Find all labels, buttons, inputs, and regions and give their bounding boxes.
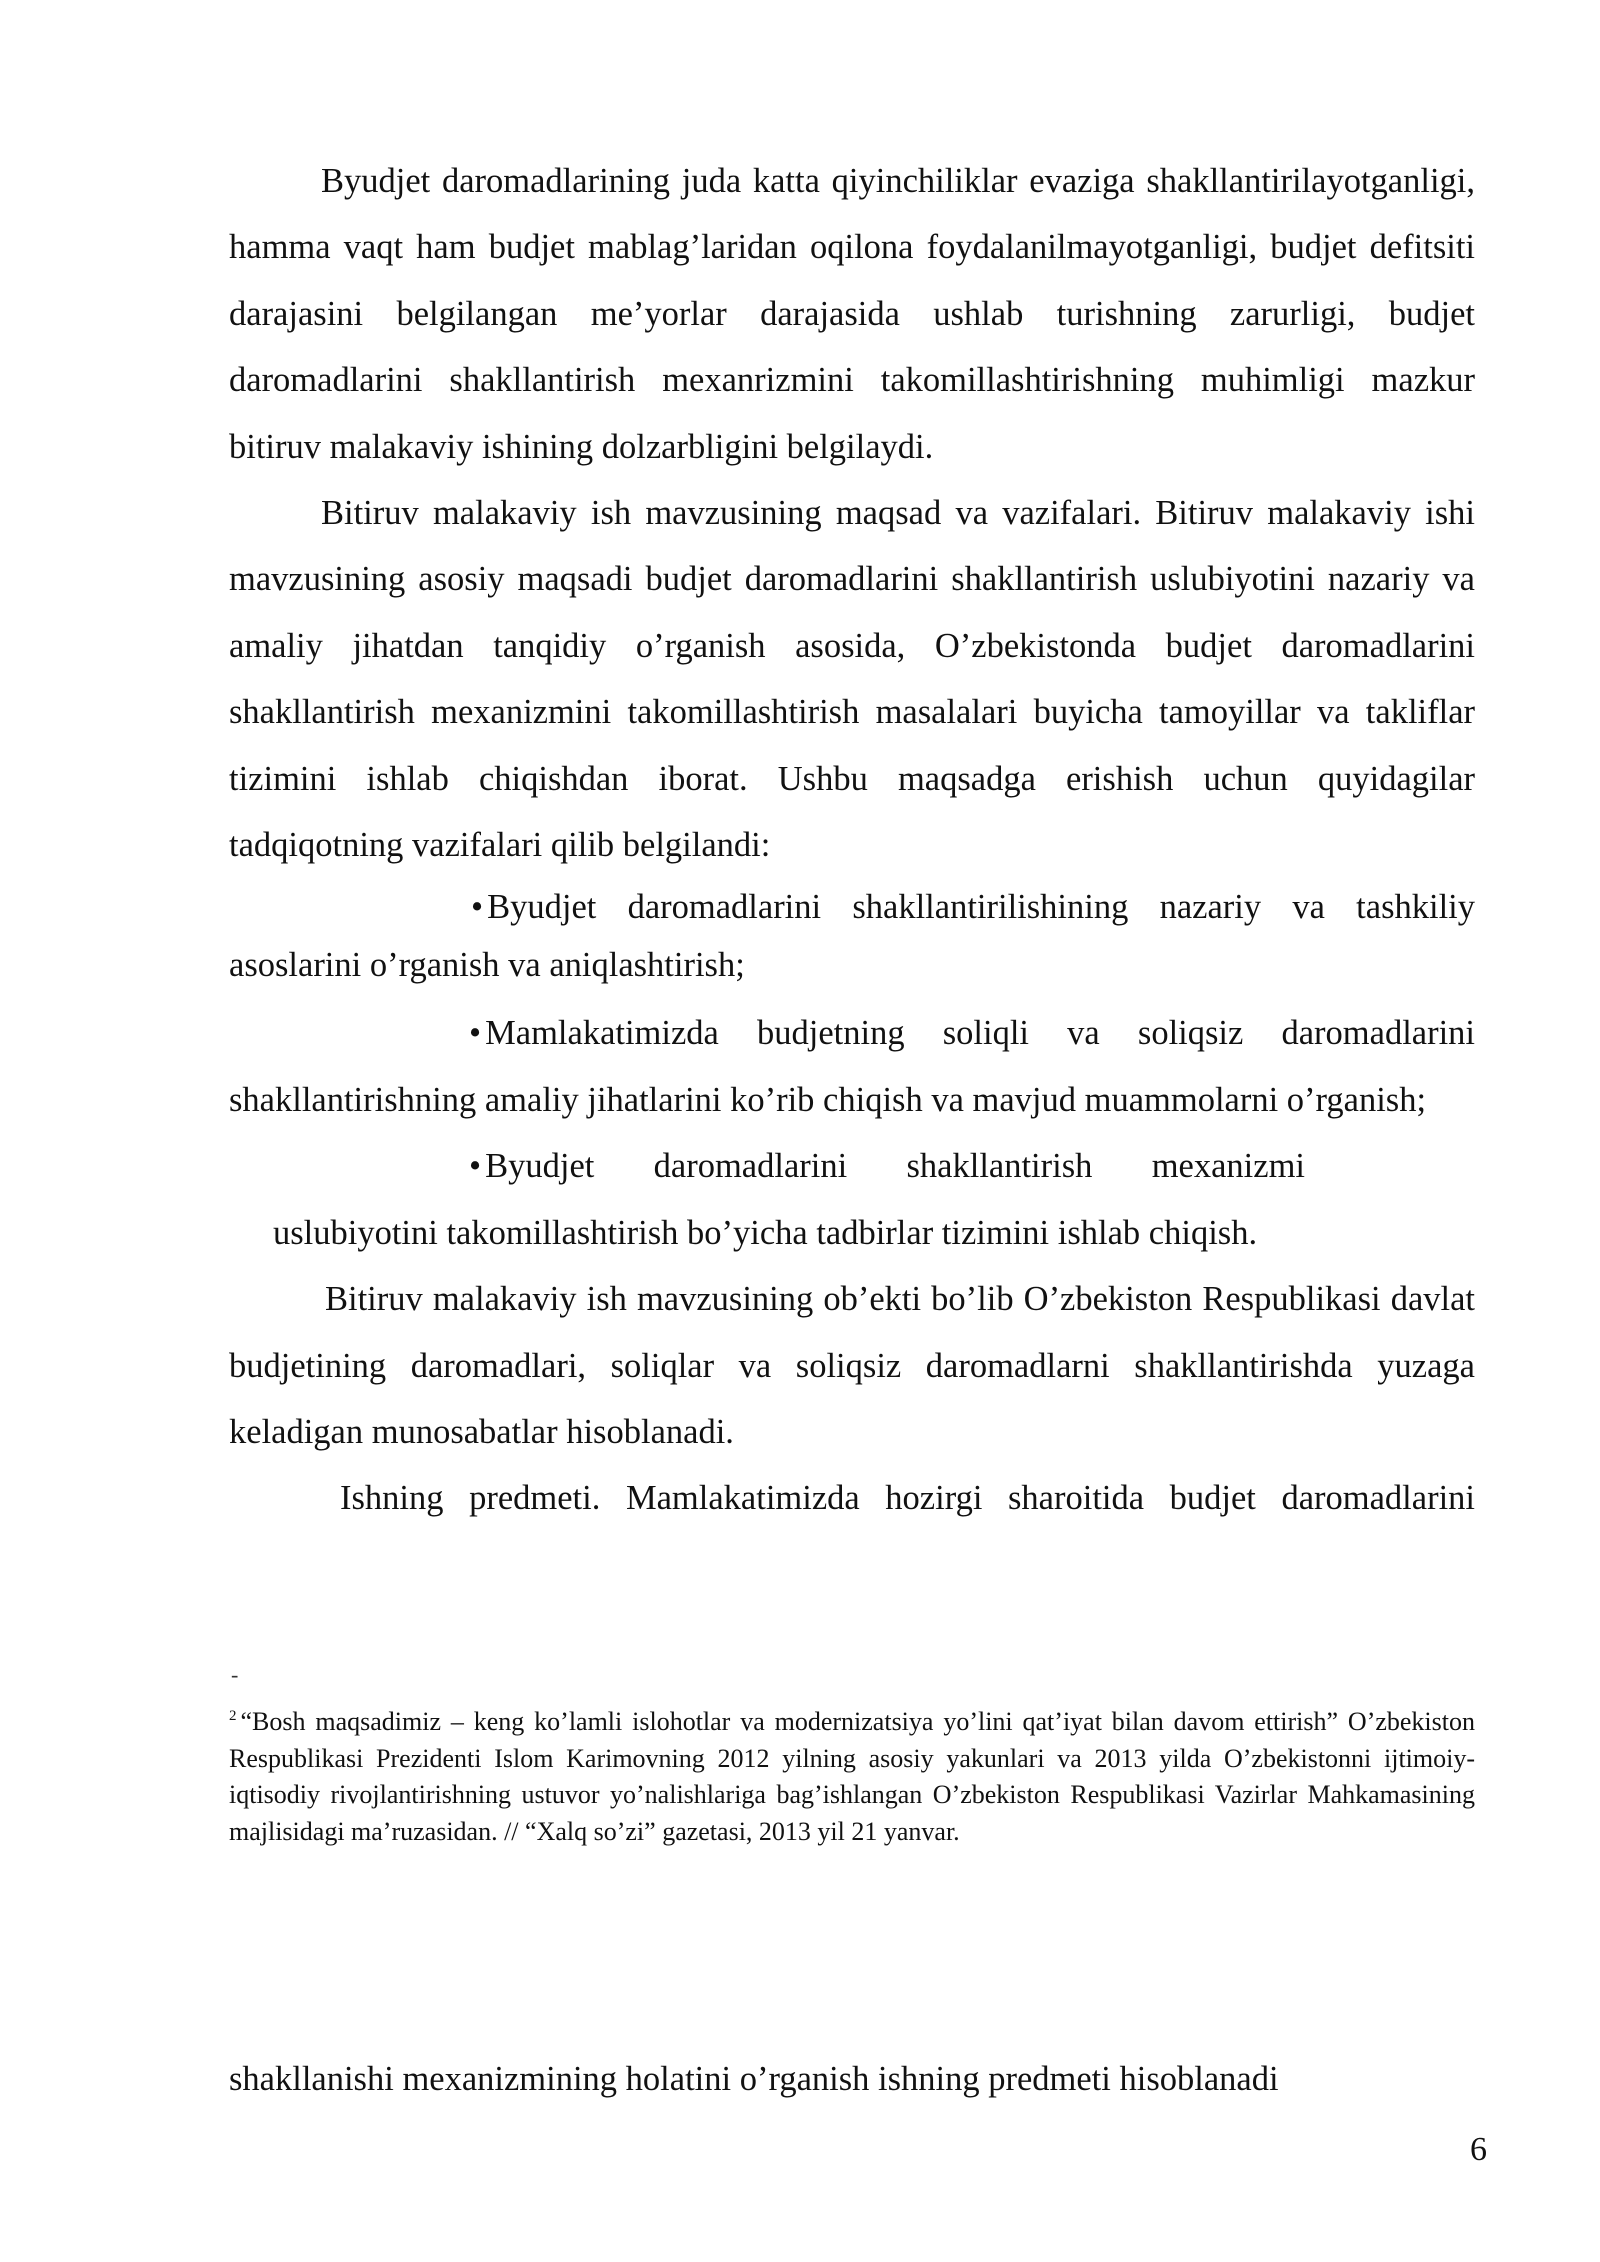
bullet-item-1: [229, 878, 1475, 1000]
footnote-number: 2: [229, 1708, 237, 1724]
bullet-item-3: [229, 1133, 1475, 1199]
paragraph-subject: Ishning predmeti. Mamlakatimizda hozirgi sharoitida budjet daromadlarini: [340, 1479, 1475, 1518]
bullet-item-2: [229, 1000, 1475, 1133]
bullet-text: Byudjet daromadlarini shakllantirish mexanizmi: [485, 1147, 1305, 1186]
paragraph-object: Bitiruv malakaviy ish mavzusining ob’ekti bo’lib O’zbekiston Respublikasi davlat budjetining daromadlari, soliqlar va soliqsiz daromadlarni shakllantirishda yuzaga keladigan munosabatlar hisoblanadi.: [229, 1280, 1475, 1451]
paragraph-relevance: Byudjet daromadlarining juda katta qiyinchiliklar evaziga shakllantirilayotganligi, hamma vaqt ham budjet mablag’laridan oqilona foydalanilmayotganligi, budjet defitsiti darajasini belgilangan me’yorlar darajasida ushlab turishning zarurligi, budjet daromadlarini shakllantirish mexanrizmini takomillashtirishning muhimligi mazkur bitiruv malakaviy ishining dolzarbligini belgilaydi.: [229, 162, 1475, 466]
footnote-text: “Bosh maqsadimiz – keng ko’lamli islohotlar va modernizatsiya yo’lini qat’iyat bilan davom ettirish” O’zbekiston Respublikasi Prezidenti Islom Karimovning 2012 yilning asosiy yakunlari va 2013 yilda O’zbekistonni ijtimoiy-iqtisodiy rivojlantirishning ustuvor yo’nalishlariga bag’ishlangan O’zbekiston Respublikasi Vazirlar Mahkamasining majlisidagi ma’ruzasidan. // “Xalq so’zi” gazetasi, 2013 yil 21 yanvar.: [229, 1707, 1475, 1846]
footnote-separator: -: [231, 1662, 239, 1687]
paragraph-goals: Bitiruv malakaviy ish mavzusining maqsad va vazifalari. Bitiruv malakaviy ishi mavzusining asosiy maqsadi budjet daromadlarini shakllantirish uslubiyotini nazariy va amaliy jihatdan tanqidiy o’rganish asosida, O’zbekistonda budjet daromadlarini shakllantirish mexanizmini takomillashtirish masalalari buyicha tamoyillar va takliflar tizimini ishlab chiqishdan iborat. Ushbu maqsadga erishish uchun quyidagilar tadqiqotning vazifalari qilib belgilandi:: [229, 494, 1475, 865]
bullet-text: Mamlakatimizda budjetning soliqli va soliqsiz daromadlarini shakllantirishning amaliy jihatlarini ko’rib chiqish va mavjud muammolarni o’rganish;: [229, 1014, 1475, 1119]
page-number: 6: [1470, 2131, 1487, 2168]
bullet-text: Byudjet daromadlarini shakllantirilishining nazariy va tashkiliy asoslarini o’rganish va aniqlashtirish;: [229, 888, 1475, 985]
bullet-icon: •: [471, 888, 484, 927]
bullet-icon: •: [469, 1014, 482, 1053]
bullet-icon: •: [469, 1147, 482, 1186]
bullet-item-3-continuation: uslubiyotini takomillashtirish bo’yicha tadbirlar tizimini ishlab chiqish.: [273, 1213, 1258, 1252]
footnote: [229, 1704, 1475, 1850]
main-text: [229, 148, 1475, 1532]
continuation-text: shakllanishi mexanizmining holatini o’rganish ishning predmeti hisoblanadi: [229, 2060, 1279, 2098]
